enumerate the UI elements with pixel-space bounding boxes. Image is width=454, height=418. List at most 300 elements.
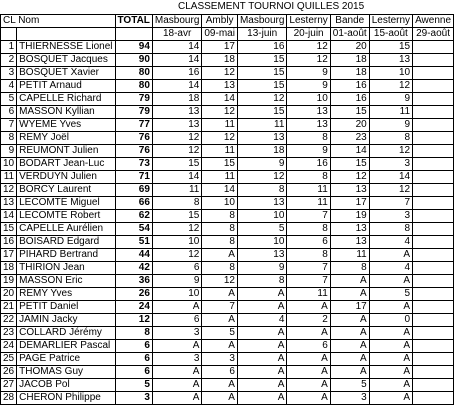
table-row bbox=[1, 314, 454, 327]
rank-cell: 20 bbox=[1, 288, 17, 301]
rank-cell: 28 bbox=[1, 392, 17, 405]
score-cell: A bbox=[330, 275, 369, 288]
score-cell: 13 bbox=[237, 197, 286, 210]
score-cell: A bbox=[237, 301, 286, 314]
rank-cell: 17 bbox=[1, 249, 17, 262]
score-cell: A bbox=[202, 340, 238, 353]
player-name-cell: WYEME Yves bbox=[17, 119, 115, 132]
score-cell bbox=[413, 41, 454, 54]
table-row bbox=[1, 301, 454, 314]
score-cell: 12 bbox=[202, 106, 238, 119]
score-cell: 6 bbox=[287, 236, 330, 249]
table-row bbox=[1, 353, 454, 366]
score-cell bbox=[413, 93, 454, 106]
header-cl-nom: CL Nom bbox=[1, 15, 116, 28]
rank-cell: 4 bbox=[1, 80, 17, 93]
score-cell bbox=[413, 119, 454, 132]
score-cell: 13 bbox=[237, 132, 286, 145]
score-cell: 15 bbox=[237, 67, 286, 80]
score-cell: 10 bbox=[152, 288, 201, 301]
player-name-cell: BODART Jean-Luc bbox=[17, 158, 115, 171]
score-cell: A bbox=[237, 392, 286, 405]
rank-cell: 2 bbox=[1, 54, 17, 67]
score-cell: 15 bbox=[369, 41, 412, 54]
total-cell: 6 bbox=[115, 366, 152, 379]
score-cell: 12 bbox=[237, 171, 286, 184]
score-cell: 23 bbox=[330, 132, 369, 145]
score-cell bbox=[413, 145, 454, 158]
score-cell: 20 bbox=[330, 41, 369, 54]
score-cell bbox=[413, 106, 454, 119]
header-date: 20-juin bbox=[287, 28, 330, 41]
header-total: TOTAL bbox=[115, 15, 152, 28]
score-cell: A bbox=[152, 392, 201, 405]
total-cell: 62 bbox=[115, 210, 152, 223]
score-cell: 8 bbox=[369, 132, 412, 145]
score-cell: 8 bbox=[287, 132, 330, 145]
score-cell: 9 bbox=[287, 80, 330, 93]
score-cell: A bbox=[330, 288, 369, 301]
score-cell bbox=[413, 171, 454, 184]
score-cell: 6 bbox=[152, 262, 201, 275]
score-cell: A bbox=[152, 379, 201, 392]
ranking-table-body bbox=[1, 15, 454, 405]
score-cell: 3 bbox=[369, 158, 412, 171]
rank-cell: 6 bbox=[1, 106, 17, 119]
table-row bbox=[1, 392, 454, 405]
score-cell: 16 bbox=[287, 158, 330, 171]
player-name-cell: LECOMTE Robert bbox=[17, 210, 115, 223]
score-cell: 5 bbox=[237, 223, 286, 236]
score-cell: 12 bbox=[152, 145, 201, 158]
header-date: 01-août bbox=[330, 28, 369, 41]
score-cell: 15 bbox=[202, 158, 238, 171]
header-venue: Bande bbox=[330, 15, 369, 28]
score-cell: 8 bbox=[202, 223, 238, 236]
score-cell bbox=[413, 366, 454, 379]
total-cell: 90 bbox=[115, 54, 152, 67]
rank-cell: 5 bbox=[1, 93, 17, 106]
rank-cell: 19 bbox=[1, 275, 17, 288]
score-cell: 14 bbox=[330, 145, 369, 158]
score-cell: A bbox=[237, 288, 286, 301]
score-cell: A bbox=[330, 314, 369, 327]
total-cell: 51 bbox=[115, 236, 152, 249]
total-cell: 42 bbox=[115, 262, 152, 275]
score-cell: 11 bbox=[202, 171, 238, 184]
player-name-cell: THIRION Jean bbox=[17, 262, 115, 275]
sheet-title: CLASSEMENT TOURNOI QUILLES 2015 bbox=[178, 1, 365, 12]
header-date: 13-juin bbox=[237, 28, 286, 41]
player-name-cell: PETIT Arnaud bbox=[17, 80, 115, 93]
score-cell: 11 bbox=[202, 145, 238, 158]
score-cell: A bbox=[237, 379, 286, 392]
score-cell: 14 bbox=[152, 80, 201, 93]
total-cell: 77 bbox=[115, 119, 152, 132]
header-row-dates bbox=[1, 28, 454, 41]
table-row bbox=[1, 41, 454, 54]
score-cell: 13 bbox=[369, 54, 412, 67]
score-cell: 13 bbox=[330, 223, 369, 236]
score-cell: A bbox=[237, 340, 286, 353]
score-cell: 15 bbox=[330, 158, 369, 171]
player-name-cell: JACOB Pol bbox=[17, 379, 115, 392]
score-cell: 8 bbox=[237, 184, 286, 197]
total-cell: 73 bbox=[115, 158, 152, 171]
player-name-cell: BOISARD Edgard bbox=[17, 236, 115, 249]
score-cell: A bbox=[202, 249, 238, 262]
score-cell: 13 bbox=[202, 80, 238, 93]
score-cell: 17 bbox=[330, 301, 369, 314]
sheet-title-row bbox=[0, 0, 430, 14]
score-cell: 8 bbox=[287, 249, 330, 262]
player-name-cell: VERDUYN Julien bbox=[17, 171, 115, 184]
rank-cell: 15 bbox=[1, 223, 17, 236]
total-cell: 12 bbox=[115, 314, 152, 327]
score-cell: 4 bbox=[369, 262, 412, 275]
score-cell: 6 bbox=[152, 314, 201, 327]
score-cell: 7 bbox=[202, 301, 238, 314]
total-cell: 6 bbox=[115, 353, 152, 366]
score-cell bbox=[413, 275, 454, 288]
total-cell: 54 bbox=[115, 223, 152, 236]
ranking-table bbox=[0, 14, 454, 405]
score-cell: 12 bbox=[330, 171, 369, 184]
score-cell: 10 bbox=[287, 93, 330, 106]
table-row bbox=[1, 80, 454, 93]
score-cell: 13 bbox=[237, 249, 286, 262]
score-cell: 18 bbox=[330, 54, 369, 67]
score-cell: 7 bbox=[287, 210, 330, 223]
score-cell: 8 bbox=[287, 223, 330, 236]
rank-cell: 3 bbox=[1, 67, 17, 80]
table-row bbox=[1, 197, 454, 210]
score-cell: 16 bbox=[330, 93, 369, 106]
table-row bbox=[1, 223, 454, 236]
total-cell: 79 bbox=[115, 106, 152, 119]
score-cell: A bbox=[152, 366, 201, 379]
score-cell: 3 bbox=[202, 353, 238, 366]
score-cell: 2 bbox=[287, 314, 330, 327]
score-cell: A bbox=[369, 327, 412, 340]
score-cell: A bbox=[287, 366, 330, 379]
score-cell: 12 bbox=[152, 223, 201, 236]
score-cell: 16 bbox=[330, 80, 369, 93]
score-cell bbox=[413, 236, 454, 249]
score-cell: 19 bbox=[330, 210, 369, 223]
score-cell: 15 bbox=[152, 210, 201, 223]
score-cell: 15 bbox=[237, 106, 286, 119]
score-cell: A bbox=[237, 366, 286, 379]
rank-cell: 24 bbox=[1, 340, 17, 353]
rank-cell: 9 bbox=[1, 145, 17, 158]
player-name-cell: PIHARD Bertrand bbox=[17, 249, 115, 262]
table-row bbox=[1, 54, 454, 67]
score-cell: 5 bbox=[369, 288, 412, 301]
player-name-cell: REMY Yves bbox=[17, 288, 115, 301]
table-row bbox=[1, 145, 454, 158]
header-row-venues bbox=[1, 15, 454, 28]
score-cell: 9 bbox=[369, 119, 412, 132]
rank-cell: 22 bbox=[1, 314, 17, 327]
rank-cell: 21 bbox=[1, 301, 17, 314]
table-row bbox=[1, 366, 454, 379]
score-cell: A bbox=[369, 353, 412, 366]
score-cell: 9 bbox=[237, 158, 286, 171]
table-row bbox=[1, 288, 454, 301]
score-cell: 10 bbox=[369, 67, 412, 80]
score-cell bbox=[413, 340, 454, 353]
score-cell: A bbox=[369, 249, 412, 262]
table-row bbox=[1, 236, 454, 249]
rank-cell: 11 bbox=[1, 171, 17, 184]
score-cell: 14 bbox=[202, 184, 238, 197]
score-cell: 6 bbox=[287, 340, 330, 353]
score-cell: A bbox=[152, 301, 201, 314]
header-date: 18-avr bbox=[152, 28, 201, 41]
score-cell: 11 bbox=[152, 184, 201, 197]
score-cell: 11 bbox=[287, 184, 330, 197]
score-cell bbox=[413, 132, 454, 145]
score-cell: A bbox=[202, 314, 238, 327]
score-cell: A bbox=[202, 392, 238, 405]
score-cell: 15 bbox=[237, 54, 286, 67]
table-row bbox=[1, 379, 454, 392]
header-venue: Masbourg bbox=[152, 15, 201, 28]
table-row bbox=[1, 67, 454, 80]
total-cell: 76 bbox=[115, 132, 152, 145]
rank-cell: 1 bbox=[1, 41, 17, 54]
score-cell bbox=[413, 184, 454, 197]
total-cell: 66 bbox=[115, 197, 152, 210]
rank-cell: 8 bbox=[1, 132, 17, 145]
score-cell: 12 bbox=[369, 184, 412, 197]
score-cell: 10 bbox=[152, 236, 201, 249]
score-cell bbox=[413, 353, 454, 366]
score-cell: 8 bbox=[237, 275, 286, 288]
score-cell: 12 bbox=[202, 132, 238, 145]
header-venue: Lesterny bbox=[369, 15, 412, 28]
score-cell: 3 bbox=[152, 353, 201, 366]
score-cell: A bbox=[287, 327, 330, 340]
rank-cell: 16 bbox=[1, 236, 17, 249]
score-cell: A bbox=[237, 327, 286, 340]
table-row bbox=[1, 249, 454, 262]
score-cell: 11 bbox=[330, 249, 369, 262]
score-cell: 11 bbox=[287, 288, 330, 301]
total-cell: 5 bbox=[115, 379, 152, 392]
score-cell: 13 bbox=[330, 236, 369, 249]
score-cell bbox=[413, 223, 454, 236]
score-cell bbox=[413, 301, 454, 314]
table-row bbox=[1, 93, 454, 106]
score-cell: 13 bbox=[330, 184, 369, 197]
header-blank bbox=[1, 28, 17, 41]
player-name-cell: BORCY Laurent bbox=[17, 184, 115, 197]
score-cell: 11 bbox=[237, 119, 286, 132]
score-cell: 7 bbox=[287, 275, 330, 288]
score-cell: 12 bbox=[287, 41, 330, 54]
score-cell: 8 bbox=[369, 223, 412, 236]
score-cell: 12 bbox=[237, 93, 286, 106]
score-cell bbox=[413, 314, 454, 327]
player-name-cell: CAPELLE Richard bbox=[17, 93, 115, 106]
table-row bbox=[1, 132, 454, 145]
rank-cell: 13 bbox=[1, 197, 17, 210]
score-cell: 18 bbox=[152, 93, 201, 106]
total-cell: 69 bbox=[115, 184, 152, 197]
score-cell: 12 bbox=[287, 54, 330, 67]
total-cell: 26 bbox=[115, 288, 152, 301]
score-cell bbox=[413, 67, 454, 80]
score-cell: 14 bbox=[152, 171, 201, 184]
player-name-cell: CHERON Philippe bbox=[17, 392, 115, 405]
score-cell: A bbox=[152, 340, 201, 353]
player-name-cell: MASSON Kyllian bbox=[17, 106, 115, 119]
total-cell: 44 bbox=[115, 249, 152, 262]
score-cell: 11 bbox=[202, 119, 238, 132]
score-cell: 10 bbox=[202, 197, 238, 210]
rank-cell: 7 bbox=[1, 119, 17, 132]
player-name-cell: COLLARD Jérémy bbox=[17, 327, 115, 340]
total-cell: 24 bbox=[115, 301, 152, 314]
score-cell: 15 bbox=[237, 80, 286, 93]
total-cell: 71 bbox=[115, 171, 152, 184]
score-cell: 14 bbox=[202, 93, 238, 106]
score-cell bbox=[413, 288, 454, 301]
score-cell: 11 bbox=[369, 106, 412, 119]
score-cell: 12 bbox=[202, 275, 238, 288]
player-name-cell: JAMIN Jacky bbox=[17, 314, 115, 327]
score-cell bbox=[413, 262, 454, 275]
player-name-cell: LECOMTE Miguel bbox=[17, 197, 115, 210]
score-cell: 12 bbox=[152, 132, 201, 145]
score-cell bbox=[413, 379, 454, 392]
score-cell: 8 bbox=[202, 262, 238, 275]
score-cell: 18 bbox=[202, 54, 238, 67]
header-venue: Masbourg bbox=[237, 15, 286, 28]
score-cell: 20 bbox=[330, 119, 369, 132]
rank-cell: 12 bbox=[1, 184, 17, 197]
score-cell: 3 bbox=[369, 210, 412, 223]
score-cell: A bbox=[202, 379, 238, 392]
rank-cell: 18 bbox=[1, 262, 17, 275]
score-cell: A bbox=[369, 340, 412, 353]
score-cell: A bbox=[369, 379, 412, 392]
score-cell bbox=[413, 327, 454, 340]
score-cell: A bbox=[287, 392, 330, 405]
player-name-cell: BOSQUET Xavier bbox=[17, 67, 115, 80]
score-cell: 16 bbox=[152, 67, 201, 80]
score-cell: A bbox=[287, 379, 330, 392]
table-row bbox=[1, 262, 454, 275]
score-cell: A bbox=[369, 301, 412, 314]
rank-cell: 10 bbox=[1, 158, 17, 171]
score-cell: 9 bbox=[287, 67, 330, 80]
score-cell: 17 bbox=[330, 197, 369, 210]
header-venue: Awenne bbox=[413, 15, 454, 28]
table-row bbox=[1, 106, 454, 119]
score-cell: 9 bbox=[287, 145, 330, 158]
score-cell: 3 bbox=[330, 392, 369, 405]
score-cell: A bbox=[330, 353, 369, 366]
player-name-cell: THOMAS Guy bbox=[17, 366, 115, 379]
header-date: 09-mai bbox=[202, 28, 238, 41]
score-cell: A bbox=[202, 288, 238, 301]
player-name-cell: PAGE Patrice bbox=[17, 353, 115, 366]
score-cell: 15 bbox=[330, 106, 369, 119]
score-cell: 9 bbox=[369, 93, 412, 106]
player-name-cell: MASSON Eric bbox=[17, 275, 115, 288]
total-cell: 6 bbox=[115, 340, 152, 353]
score-cell bbox=[413, 158, 454, 171]
header-blank bbox=[115, 28, 152, 41]
score-cell bbox=[413, 210, 454, 223]
score-cell: 7 bbox=[287, 262, 330, 275]
total-cell: 36 bbox=[115, 275, 152, 288]
table-row bbox=[1, 184, 454, 197]
player-name-cell: CAPELLE Aurélien bbox=[17, 223, 115, 236]
total-cell: 3 bbox=[115, 392, 152, 405]
score-cell: A bbox=[287, 301, 330, 314]
rank-cell: 27 bbox=[1, 379, 17, 392]
score-cell: 14 bbox=[152, 54, 201, 67]
score-cell bbox=[413, 80, 454, 93]
score-cell: 14 bbox=[369, 171, 412, 184]
player-name-cell: REMY Joël bbox=[17, 132, 115, 145]
table-row bbox=[1, 171, 454, 184]
score-cell: 10 bbox=[237, 236, 286, 249]
score-cell: 9 bbox=[152, 275, 201, 288]
score-cell: A bbox=[369, 366, 412, 379]
score-cell: A bbox=[369, 392, 412, 405]
score-cell bbox=[413, 197, 454, 210]
total-cell: 79 bbox=[115, 93, 152, 106]
score-cell: 5 bbox=[202, 327, 238, 340]
score-cell: 6 bbox=[202, 366, 238, 379]
score-cell: 8 bbox=[202, 236, 238, 249]
rank-cell: 26 bbox=[1, 366, 17, 379]
score-cell: 13 bbox=[152, 106, 201, 119]
score-cell: 8 bbox=[152, 197, 201, 210]
score-cell bbox=[413, 54, 454, 67]
score-cell: 13 bbox=[287, 119, 330, 132]
score-cell: 10 bbox=[237, 210, 286, 223]
score-cell: 9 bbox=[237, 262, 286, 275]
table-row bbox=[1, 158, 454, 171]
header-date: 15-août bbox=[369, 28, 412, 41]
rank-cell: 25 bbox=[1, 353, 17, 366]
player-name-cell: DEMARLIER Pascal bbox=[17, 340, 115, 353]
table-row bbox=[1, 119, 454, 132]
score-cell: 5 bbox=[330, 379, 369, 392]
score-cell: 7 bbox=[369, 197, 412, 210]
score-cell: 13 bbox=[152, 119, 201, 132]
player-name-cell: THIERNESSE Lionel bbox=[17, 41, 115, 54]
score-cell: 4 bbox=[369, 236, 412, 249]
score-cell: 3 bbox=[152, 327, 201, 340]
header-venue: Ambly bbox=[202, 15, 238, 28]
table-row bbox=[1, 210, 454, 223]
score-cell: 17 bbox=[202, 41, 238, 54]
player-name-cell: BOSQUET Jacques bbox=[17, 54, 115, 67]
score-cell: 15 bbox=[152, 158, 201, 171]
total-cell: 80 bbox=[115, 67, 152, 80]
rank-cell: 14 bbox=[1, 210, 17, 223]
score-cell: A bbox=[330, 366, 369, 379]
score-cell: 13 bbox=[287, 106, 330, 119]
header-date: 29-août bbox=[413, 28, 454, 41]
